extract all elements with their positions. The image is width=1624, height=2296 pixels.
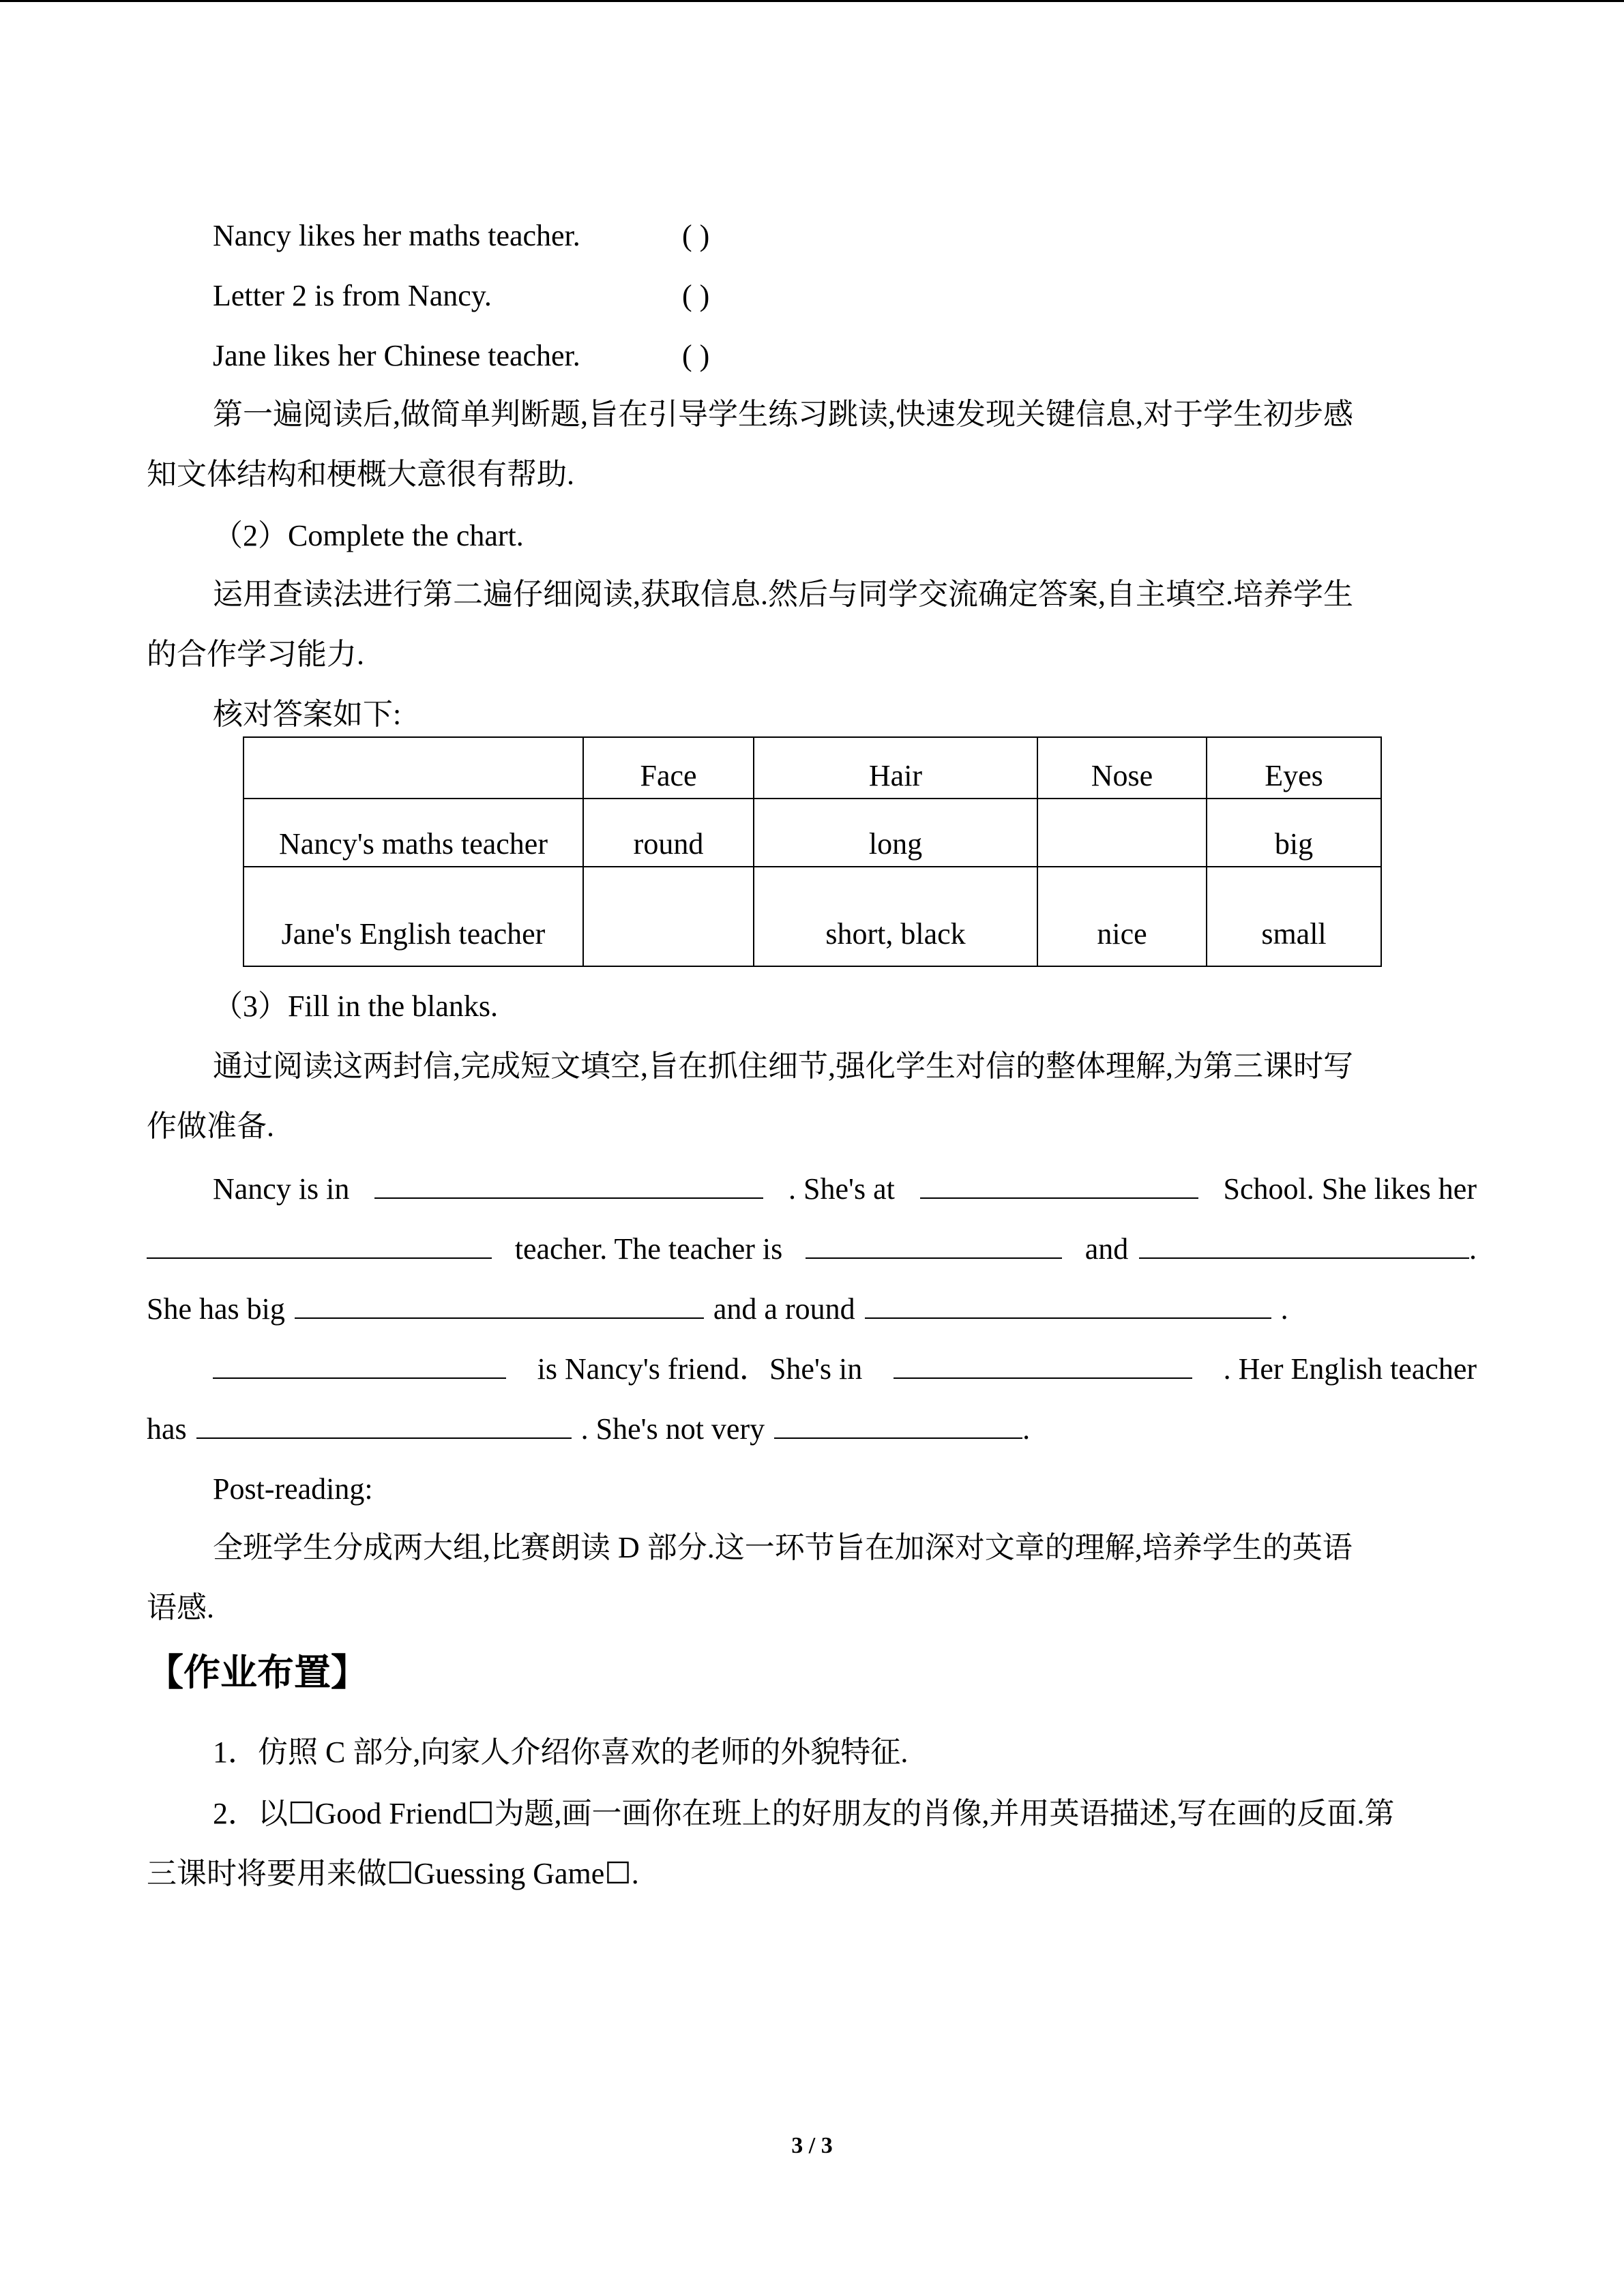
homework-heading: 【作业布置】 xyxy=(147,1651,368,1694)
fill-blank[interactable] xyxy=(213,1347,506,1379)
fill-line-3 xyxy=(147,1287,1288,1330)
homework-item-2-line2: 三课时将要用来做☐Guessing Game☐. xyxy=(147,1857,639,1890)
homework-item-2-line1: 2．以☐Good Friend☐为题,画一画你在班上的好朋友的肖像,并用英语描述,写在画的反面.第 xyxy=(213,1797,1395,1830)
chart-cell-row-label: Jane's English teacher xyxy=(243,867,583,966)
judgement-2-paren: ( ) xyxy=(682,279,710,312)
para3-line1: 通过阅读这两封信,完成短文填空,旨在抓住细节,强化学生对信的整体理解,为第三课时写 xyxy=(213,1049,1353,1083)
para2-line2: 的合作学习能力. xyxy=(147,638,364,671)
judgement-3-text: Jane likes her Chinese teacher. xyxy=(213,339,580,372)
post-reading-title: Post-reading: xyxy=(213,1472,373,1506)
answer-chart xyxy=(243,736,1382,967)
chart-row-nancy xyxy=(243,799,1381,867)
chart-cell-nose: nice xyxy=(1037,867,1207,966)
fill-text: . She's at xyxy=(788,1172,895,1206)
fill-blank[interactable] xyxy=(1139,1227,1469,1259)
task2-title: （2）Complete the chart. xyxy=(213,519,524,552)
fill-text: Nancy is in xyxy=(213,1172,350,1206)
fill-text: . xyxy=(1280,1292,1288,1326)
task3-title: （3）Fill in the blanks. xyxy=(213,989,498,1023)
chart-header-face: Face xyxy=(583,737,754,799)
fill-text: and xyxy=(1084,1232,1129,1266)
para2-line1: 运用查读法进行第二遍仔细阅读,获取信息.然后与同学交流确定答案,自主填空.培养学生 xyxy=(213,578,1353,611)
fill-text: . She's not very xyxy=(580,1412,765,1446)
judgement-3-paren: ( ) xyxy=(682,339,710,372)
fill-line-4 xyxy=(213,1347,1477,1390)
fill-blank[interactable] xyxy=(196,1407,572,1439)
chart-cell-nose xyxy=(1037,799,1207,867)
judgement-1-paren: ( ) xyxy=(682,219,710,252)
fill-blank[interactable] xyxy=(295,1287,704,1319)
chart-cell-face xyxy=(583,867,754,966)
chart-header-row xyxy=(243,737,1381,799)
fill-blank[interactable] xyxy=(920,1167,1198,1199)
para1-line1: 第一遍阅读后,做简单判断题,旨在引导学生练习跳读,快速发现关键信息,对于学生初步感 xyxy=(213,398,1353,431)
fill-blank[interactable] xyxy=(806,1227,1062,1259)
fill-text: has xyxy=(147,1412,187,1446)
fill-text: and a round xyxy=(713,1292,855,1326)
chart-cell-eyes: small xyxy=(1207,867,1381,966)
chart-cell-eyes: big xyxy=(1207,799,1381,867)
fill-text: . xyxy=(1022,1412,1031,1446)
judgement-1-text: Nancy likes her maths teacher. xyxy=(213,219,580,252)
fill-text: . Her English teacher xyxy=(1223,1352,1477,1386)
homework-item-1: 1．仿照 C 部分,向家人介绍你喜欢的老师的外貌特征. xyxy=(213,1735,909,1769)
fill-line-1 xyxy=(213,1167,1477,1210)
chart-cell-hair: long xyxy=(754,799,1037,867)
fill-line-5 xyxy=(147,1407,1030,1450)
chart-cell-row-label: Nancy's maths teacher xyxy=(243,799,583,867)
para4-line2: 语感. xyxy=(147,1591,214,1624)
chart-header-nose: Nose xyxy=(1037,737,1207,799)
fill-blank[interactable] xyxy=(147,1227,492,1259)
judgement-2-text: Letter 2 is from Nancy. xyxy=(213,279,492,312)
fill-text: is Nancy's friend．She's in xyxy=(537,1352,863,1386)
answer-intro: 核对答案如下: xyxy=(213,698,402,731)
para1-line2: 知文体结构和梗概大意很有帮助. xyxy=(147,458,574,491)
fill-blank[interactable] xyxy=(894,1347,1192,1379)
para4-line1: 全班学生分成两大组,比赛朗读 D 部分.这一环节旨在加深对文章的理解,培养学生的英语 xyxy=(213,1531,1353,1564)
chart-header-eyes: Eyes xyxy=(1207,737,1381,799)
chart-cell-face: round xyxy=(583,799,754,867)
fill-blank[interactable] xyxy=(865,1287,1271,1319)
fill-text: . xyxy=(1469,1232,1477,1266)
fill-text: teacher. The teacher is xyxy=(514,1232,783,1266)
fill-blank[interactable] xyxy=(374,1167,763,1199)
chart-row-jane xyxy=(243,867,1381,966)
fill-line-2 xyxy=(147,1227,1477,1270)
chart-cell-hair: short, black xyxy=(754,867,1037,966)
chart-header-corner xyxy=(243,737,583,799)
fill-text: School. She likes her xyxy=(1223,1172,1477,1206)
chart-header-hair: Hair xyxy=(754,737,1037,799)
page-number: 3 / 3 xyxy=(791,2133,833,2158)
para3-line2: 作做准备. xyxy=(147,1109,274,1143)
fill-text: She has big xyxy=(147,1292,285,1326)
fill-blank[interactable] xyxy=(774,1407,1022,1439)
